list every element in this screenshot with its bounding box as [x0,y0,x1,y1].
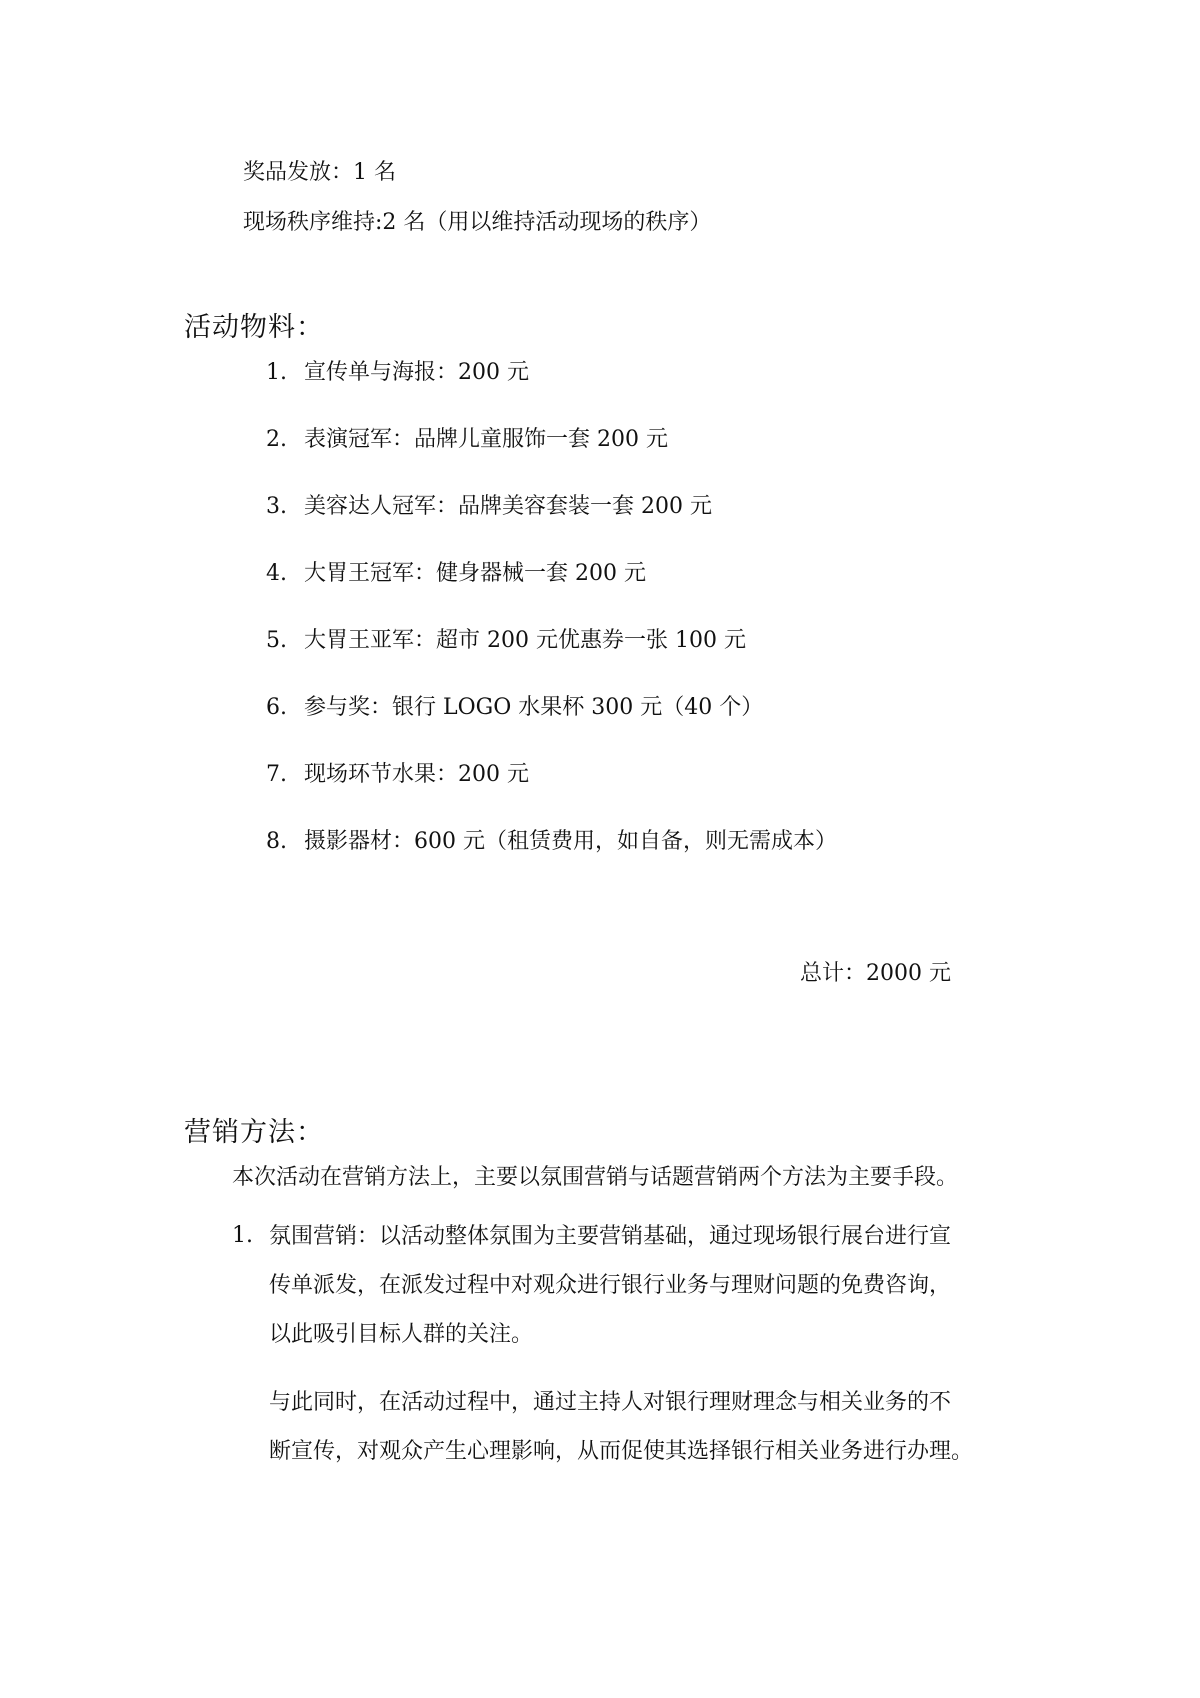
marketing-item-number: 1. [232,1223,253,1248]
list-item [266,824,837,855]
marketing-heading: 营销方法： [184,1117,324,1148]
paragraph-line: 传单派发，在派发过程中对观众进行银行业务与理财问题的免费咨询， [269,1273,952,1298]
list-item-text: 宣传单与海报：200 元 [304,360,529,385]
marketing-item-1-text [269,1212,951,1359]
paragraph-line: 氛围营销：以活动整体氛围为主要营销基础，通过现场银行展台进行宣 [269,1224,952,1249]
list-item-number: 1. [266,360,287,385]
list-item [266,556,646,587]
materials-total: 总计：2000 元 [800,961,951,986]
staff-prize-distribution: 奖品发放：1 名 [243,160,396,185]
list-item-text: 大胃王冠军：健身器械一套 200 元 [304,561,646,586]
list-item-number: 2. [266,427,287,452]
list-item [266,757,529,788]
list-item-text: 表演冠军：品牌儿童服饰一套 200 元 [304,427,668,452]
list-item [266,489,712,520]
list-item-number: 7. [266,762,287,787]
paragraph-line: 与此同时，在活动过程中，通过主持人对银行理财理念与相关业务的不 [269,1390,952,1415]
list-item-text: 大胃王亚军：超市 200 元优惠券一张 100 元 [304,628,746,653]
staff-order-maintenance: 现场秩序维持:2 名（用以维持活动现场的秩序） [243,210,712,235]
list-item-text: 美容达人冠军：品牌美容套装一套 200 元 [304,494,712,519]
list-item-number: 5. [266,628,287,653]
list-item [266,422,668,453]
list-item-number: 8. [266,829,287,854]
list-item [266,355,529,386]
marketing-item-1-continuation [269,1378,973,1476]
paragraph-line: 以此吸引目标人群的关注。 [269,1322,534,1347]
paragraph-line: 断宣传，对观众产生心理影响，从而促使其选择银行相关业务进行办理。 [269,1439,974,1464]
list-item-number: 6. [266,695,287,720]
list-item-text: 现场环节水果：200 元 [304,762,529,787]
materials-heading: 活动物料： [184,312,324,343]
list-item-number: 4. [266,561,287,586]
list-item [266,623,746,654]
list-item-text: 参与奖：银行 LOGO 水果杯 300 元（40 个） [304,695,764,720]
marketing-intro: 本次活动在营销方法上，主要以氛围营销与话题营销两个方法为主要手段。 [232,1165,959,1190]
list-item [266,690,763,721]
list-item-number: 3. [266,494,287,519]
list-item-text: 摄影器材：600 元（租赁费用，如自备，则无需成本） [304,829,837,854]
